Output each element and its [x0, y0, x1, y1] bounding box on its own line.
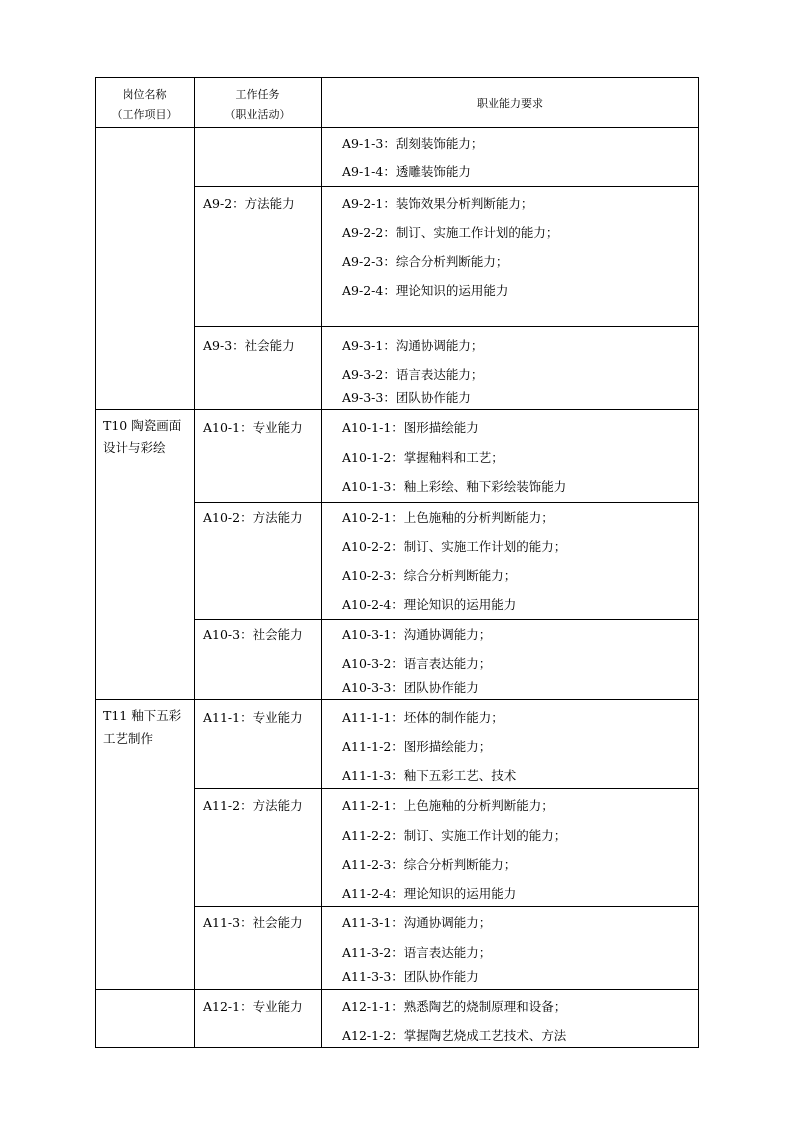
header-requirements: 职业能力要求: [477, 97, 543, 110]
task-a9-3: A9-3：社会能力: [203, 338, 295, 353]
requirement-a11-3-2: A11-3-2：语言表达能力；: [342, 945, 492, 960]
requirement-a11-3-3: A11-3-3：团队协作能力: [342, 969, 479, 984]
requirement-a11-3-1: A11-3-1：沟通协调能力；: [342, 915, 492, 930]
requirement-a9-2-1: A9-2-1：装饰效果分析判断能力；: [342, 196, 534, 211]
header-rule: [95, 127, 699, 128]
requirement-a9-1-4: A9-1-4：透雕装饰能力: [342, 164, 471, 179]
position-t10-line2: 设计与彩绘: [103, 440, 166, 455]
requirement-a10-2-2: A10-2-2：制订、实施工作计划的能力；: [342, 539, 567, 554]
header-task-name: 工作任务: [235, 88, 280, 101]
row-rule-a11-2: [194, 788, 699, 789]
header-task-subtitle: （职业活动）: [224, 108, 291, 121]
column-divider-2: [321, 77, 322, 1048]
task-a10-1: A10-1：专业能力: [203, 420, 303, 435]
requirement-a9-3-1: A9-3-1：沟通协调能力；: [342, 338, 484, 353]
row-rule-a9-3: [194, 326, 699, 327]
requirement-a9-2-3: A9-2-3：综合分析判断能力；: [342, 254, 509, 269]
requirement-a9-2-2: A9-2-2：制订、实施工作计划的能力；: [342, 225, 559, 240]
row-rule-t10: [95, 409, 699, 410]
row-rule-a10-3: [194, 619, 699, 620]
requirement-a11-1-1: A11-1-1：坯体的制作能力；: [342, 710, 504, 725]
requirement-a12-1-1: A12-1-1：熟悉陶艺的烧制原理和设备；: [342, 999, 567, 1014]
requirement-a12-1-2: A12-1-2：掌握陶艺烧成工艺技术、方法: [342, 1028, 567, 1043]
requirement-a11-2-4: A11-2-4：理论知识的运用能力: [342, 886, 517, 901]
requirement-a10-1-2: A10-1-2：掌握釉料和工艺；: [342, 450, 504, 465]
requirement-a11-2-1: A11-2-1：上色施釉的分析判断能力；: [342, 798, 554, 813]
requirement-a11-1-3: A11-1-3：釉下五彩工艺、技术: [342, 768, 517, 783]
requirement-a10-2-4: A10-2-4：理论知识的运用能力: [342, 597, 517, 612]
requirement-a10-3-1: A10-3-1：沟通协调能力；: [342, 627, 492, 642]
requirement-a10-3-2: A10-3-2：语言表达能力；: [342, 656, 492, 671]
task-a11-1: A11-1：专业能力: [203, 710, 303, 725]
task-a9-2: A9-2：方法能力: [203, 196, 295, 211]
header-position-subtitle: （工作项目）: [111, 108, 178, 121]
requirement-a11-2-2: A11-2-2：制订、实施工作计划的能力；: [342, 828, 567, 843]
row-rule-a12: [95, 989, 699, 990]
requirement-a11-1-2: A11-1-2：图形描绘能力；: [342, 739, 492, 754]
task-a10-2: A10-2：方法能力: [203, 510, 303, 525]
column-divider-1: [194, 77, 195, 1048]
requirement-a9-3-2: A9-3-2：语言表达能力；: [342, 367, 484, 382]
requirement-a10-2-3: A10-2-3：综合分析判断能力；: [342, 568, 517, 583]
requirement-a9-3-3: A9-3-3：团队协作能力: [342, 390, 471, 405]
requirement-a10-3-3: A10-3-3：团队协作能力: [342, 680, 479, 695]
task-a10-3: A10-3：社会能力: [203, 627, 303, 642]
task-a12-1: A12-1：专业能力: [203, 999, 303, 1014]
position-t10-line1: T10 陶瓷画面: [103, 418, 182, 433]
row-rule-a9-2: [194, 186, 699, 187]
position-t11-line2: 工艺制作: [103, 731, 154, 746]
competency-table: [95, 77, 699, 1048]
position-t11-line1: T11 釉下五彩: [103, 708, 182, 723]
requirement-a10-2-1: A10-2-1：上色施釉的分析判断能力；: [342, 510, 554, 525]
requirement-a11-2-3: A11-2-3：综合分析判断能力；: [342, 857, 517, 872]
row-rule-t11: [95, 699, 699, 700]
row-rule-a11-3: [194, 906, 699, 907]
requirement-a9-1-3: A9-1-3：刮刻装饰能力；: [342, 136, 484, 151]
requirement-a10-1-1: A10-1-1：图形描绘能力: [342, 420, 479, 435]
requirement-a10-1-3: A10-1-3：釉上彩绘、釉下彩绘装饰能力: [342, 479, 567, 494]
header-position-name: 岗位名称: [122, 88, 167, 101]
requirement-a9-2-4: A9-2-4：理论知识的运用能力: [342, 283, 509, 298]
row-rule-a10-2: [194, 502, 699, 503]
task-a11-3: A11-3：社会能力: [203, 915, 303, 930]
task-a11-2: A11-2：方法能力: [203, 798, 303, 813]
